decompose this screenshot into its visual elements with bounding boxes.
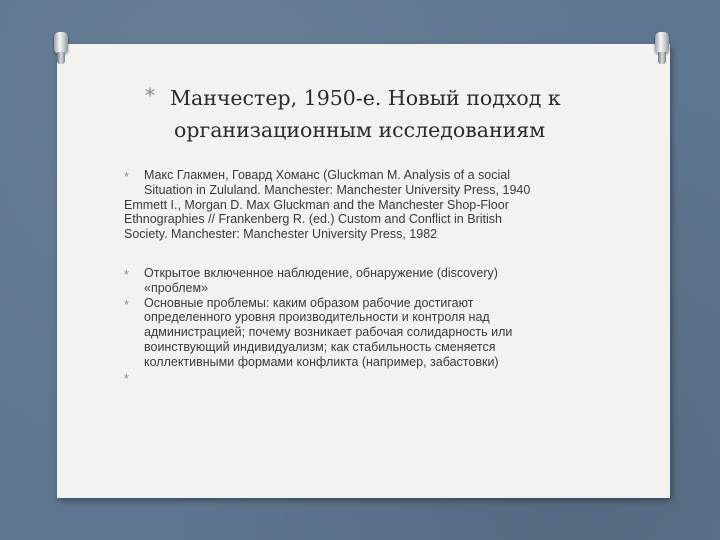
point-2-line-5: коллективными формами конфликта (например, забастовки): [144, 354, 499, 369]
point-2-line-1: Основные проблемы: каким образом рабочие достигают: [144, 295, 474, 310]
bullet-icon: *: [145, 83, 155, 107]
ref-line-3: Emmett I., Morgan D. Max Gluckman and the Manchester Shop-Floor: [124, 197, 509, 212]
title-line-1: Манчестер, 1950-е. Новый подход к: [170, 86, 561, 110]
point-1-line-2: «проблем»: [144, 280, 209, 295]
ref-line-4: Ethnographies // Frankenberg R. (ed.) Custom and Conflict in British: [124, 212, 502, 227]
ref-line-2: Situation in Zululand. Manchester: Manchester University Press, 1940: [144, 182, 531, 197]
pushpin-left-icon: [54, 32, 68, 66]
references-block: [124, 168, 604, 242]
slide-title: [140, 82, 610, 146]
bullet-icon: *: [124, 370, 130, 386]
title-line-2: организационным исследованиям: [174, 118, 546, 142]
point-2-line-4: воинствующий индивидуализм; как стабильность сменяется: [144, 339, 496, 354]
ref-line-5: Society. Manchester: Manchester University Press, 1982: [124, 227, 438, 242]
ref-line-1: Макс Глакмен, Говард Хоманс (Gluckman M. Analysis of a social: [144, 168, 510, 182]
point-2-line-3: администрацией; почему возникает рабочая солидарность или: [144, 325, 513, 340]
bullet-icon: *: [124, 296, 130, 312]
points-block: [124, 266, 604, 385]
pushpin-right-icon: [655, 32, 669, 66]
bullet-icon: *: [124, 169, 130, 184]
bullet-icon: *: [124, 267, 130, 282]
point-2-line-2: определенного уровня производительности и контроля над: [144, 310, 490, 325]
point-1-line-1: Открытое включенное наблюдение, обнаружение (discovery): [144, 266, 498, 280]
